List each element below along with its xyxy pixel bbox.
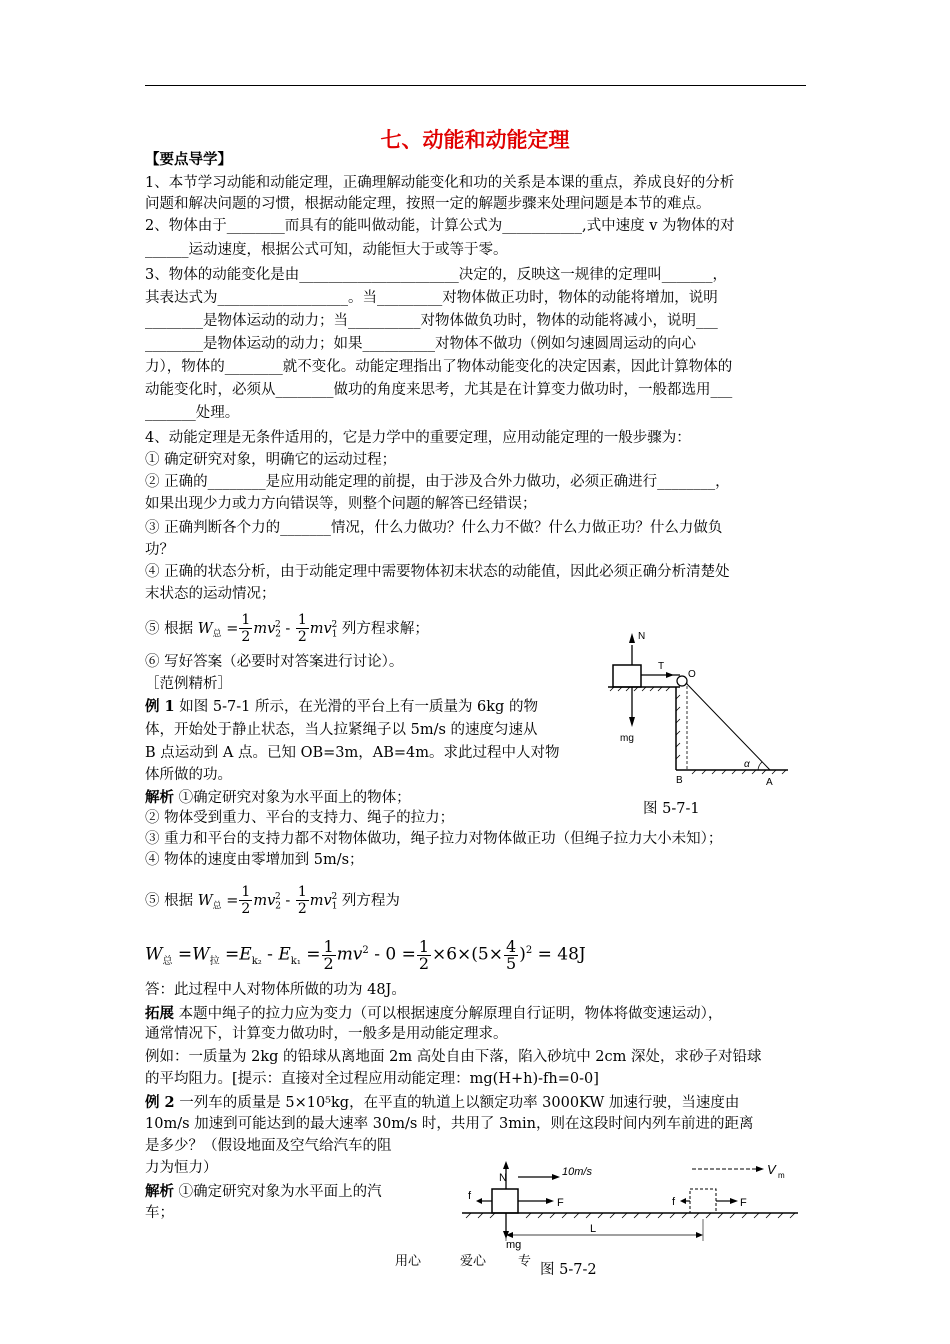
- friction-arrowhead-end: [680, 1198, 686, 1204]
- label-f-end: f: [672, 1196, 676, 1208]
- normal-force-arrowhead: [629, 633, 635, 643]
- label-alpha: α: [744, 759, 750, 770]
- friction-arrowhead-start: [476, 1198, 482, 1204]
- distance-arrowhead-right: [696, 1232, 703, 1238]
- block: [613, 665, 641, 687]
- label-F-end: F: [740, 1197, 747, 1209]
- figure-5-7-1-caption: 图 5-7-1: [643, 801, 700, 817]
- label-mg: mg: [620, 733, 634, 744]
- paragraph-line: 动能变化时，必须从________做功的角度来思考，尤其是在计算变力做功时，一般都选用___: [145, 382, 733, 398]
- example-2-line: 力为恒力）: [145, 1160, 218, 1176]
- traction-arrowhead-end: [730, 1198, 738, 1204]
- label-initial-velocity: 10m/s: [562, 1166, 592, 1178]
- step-5-formula: ⑤ 根据 $W_总$ = $\frac{1}{2}$ $mv_2^2$ - $\frac{1}{2}$ $mv_1^2$ 列方程求解；: [145, 612, 429, 646]
- step-line: ③ 正确判断各个力的_______情况，什么力做功？什么力不做？什么力做正功？什么力做负: [145, 520, 723, 536]
- example-2-line: 10m/s 加速到可能达到的最大速率 30m/s 时，共用了 3min，则在这段时间内列车前进的距离: [145, 1116, 754, 1132]
- extension-line: 例如：一质量为 2kg 的铅球从离地面 2m 高处自由下落，陷入砂坑中 2cm 深处，求砂子对铅球: [145, 1049, 762, 1065]
- paragraph-line: ________是物体运动的动力；如果__________对物体不做功（例如匀速圆周运动的向心: [145, 336, 696, 352]
- paragraph-line: 2、物体由于________而具有的能叫做动能，计算公式为___________,式中速度 v 为物体的对: [145, 218, 735, 234]
- analysis-step-5-formula: ⑤ 根据 $W_总$ = $\frac{1}{2}$ $mv_2^2$ - $\frac{1}{2}$ $mv_1^2$ 列方程为: [145, 884, 400, 918]
- paragraph-line: _______处理。: [145, 405, 240, 421]
- normal-force-arrowhead: [503, 1161, 509, 1169]
- gravity-arrowhead: [629, 717, 635, 727]
- train-start: [492, 1189, 518, 1213]
- rope-to-A: [686, 683, 770, 770]
- angle-arc: [758, 762, 762, 770]
- step-line: 功？: [145, 542, 174, 558]
- header-rule: [145, 85, 806, 86]
- paragraph-line: 4、动能定理是无条件适用的，它是力学中的重要定理，应用动能定理的一般步骤为：: [145, 430, 691, 446]
- figure-5-7-2-caption: 图 5-7-2: [540, 1262, 597, 1278]
- analysis-line: 解析 ①确定研究对象为水平面上的物体；: [145, 789, 411, 806]
- footer-text-1: 用心: [395, 1254, 422, 1269]
- answer-line: 答：此过程中人对物体所做的功为 48J。: [145, 982, 406, 998]
- initial-velocity-arrowhead: [552, 1174, 560, 1180]
- label-O: O: [688, 669, 696, 680]
- paragraph-line: ______运动速度，根据公式可知，动能恒大于或等于零。: [145, 242, 508, 258]
- extension-line: 通常情况下，计算变力做功时，一般多是用动能定理求。: [145, 1026, 508, 1042]
- label-A: A: [766, 777, 773, 788]
- label-N: N: [638, 631, 646, 642]
- analysis-line: ② 物体受到重力、平台的支持力、绳子的拉力；: [145, 810, 455, 826]
- tension-arrowhead: [666, 672, 674, 678]
- analysis-2-line: 车；: [145, 1205, 174, 1221]
- step-line: ② 正确的________是应用动能定理的前提，由于涉及合外力做功，必须正确进行________，: [145, 474, 730, 490]
- example-1-line: 例 1 如图 5-7-1 所示，在光滑的平台上有一质量为 6kg 的物: [145, 698, 538, 715]
- figure-5-7-2: [462, 1155, 798, 1265]
- label-L: L: [590, 1223, 597, 1235]
- example-1-line: 体所做的功。: [145, 767, 232, 783]
- step-line: ⑥ 写好答案（必要时对答案进行讨论）。: [145, 654, 404, 670]
- label-B: B: [676, 775, 683, 786]
- paragraph-line: 1、本节学习动能和动能定理，正确理解动能变化和功的关系是本课的重点，养成良好的分析: [145, 175, 735, 191]
- paragraph-line: 3、物体的动能变化是由______________________决定的，反映这一规律的定理叫_______，: [145, 267, 727, 283]
- figure-5-7-1: [600, 625, 800, 795]
- page-title: 七、动能和动能定理: [380, 128, 570, 152]
- analysis-line: ③ 重力和平台的支持力都不对物体做功，绳子拉力对物体做正功（但绳子拉力大小未知）；: [145, 831, 723, 847]
- solution-equation: $W_总 =W_拉 =E_{k_2} - E_{k_1}$ = $\frac{1}{2}$ $mv^2 - 0$ = $\frac{1}{2}$ ×6×(5× $\frac{4}{5}$ )$^2$ = 48J: [145, 936, 586, 973]
- train-end: [690, 1189, 716, 1213]
- label-f-start: f: [468, 1190, 472, 1202]
- section-heading-key-points: 【要点导学】: [145, 152, 232, 168]
- extension-line: 拓展 本题中绳子的拉力应为变力（可以根据速度分解原理自行证明，物体将做变速运动），: [145, 1005, 723, 1022]
- traction-arrowhead-start: [546, 1198, 554, 1204]
- section-heading-examples: ［范例精析］: [145, 676, 232, 692]
- label-vm-subscript: m: [778, 1171, 785, 1180]
- example-2-line: 例 2 一列车的质量是 5×10⁵kg，在平直的轨道上以额定功率 3000KW 加速行驶，当速度由: [145, 1094, 740, 1111]
- paragraph-line: 力），物体的________就不变化。动能定理指出了物体动能变化的决定因素，因此计算物体的: [145, 359, 733, 375]
- step-line: 末状态的运动情况；: [145, 586, 276, 602]
- analysis-line: ④ 物体的速度由零增加到 5m/s；: [145, 852, 364, 868]
- label-mg: mg: [506, 1239, 522, 1251]
- extension-line: 的平均阻力。[提示：直接对全过程应用动能定理：mg(H+h)-fh=0-0]: [145, 1071, 599, 1087]
- analysis-2-line: 解析 ①确定研究对象为水平面上的汽: [145, 1183, 382, 1200]
- footer-text-2: 爱心: [460, 1254, 487, 1269]
- example-2-line: 是多少？（假设地面及空气给汽车的阻: [145, 1138, 392, 1154]
- step-line: ① 确定研究对象，明确它的运动过程；: [145, 452, 397, 468]
- step-line: ④ 正确的状态分析，由于动能定理中需要物体初末状态的动能值，因此必须正确分析清楚处: [145, 564, 730, 580]
- example-1-line: 体，开始处于静止状态，当人拉紧绳子以 5m/s 的速度匀速从: [145, 722, 538, 738]
- footer-text-3: 专: [518, 1254, 532, 1269]
- pulley: [677, 676, 687, 686]
- paragraph-line: 其表达式为__________________。当_________对物体做正功时，物体的动能将增加，说明: [145, 290, 718, 306]
- max-velocity-arrowhead: [756, 1166, 764, 1172]
- label-vm: V: [767, 1162, 776, 1177]
- paragraph-line: 问题和解决问题的习惯，根据动能定理，按照一定的解题步骤来处理问题是本节的难点。: [145, 196, 711, 212]
- label-F-start: F: [557, 1197, 564, 1209]
- label-N: N: [499, 1172, 507, 1184]
- label-T: T: [658, 661, 665, 672]
- paragraph-line: ________是物体运动的动力；当__________对物体做负功时，物体的动能将减小，说明___: [145, 313, 718, 329]
- step-line: 如果出现少力或力方向错误等，则整个问题的解答已经错误；: [145, 496, 537, 512]
- example-1-line: B 点运动到 A 点。已知 OB=3m，AB=4m。求此过程中人对物: [145, 745, 560, 761]
